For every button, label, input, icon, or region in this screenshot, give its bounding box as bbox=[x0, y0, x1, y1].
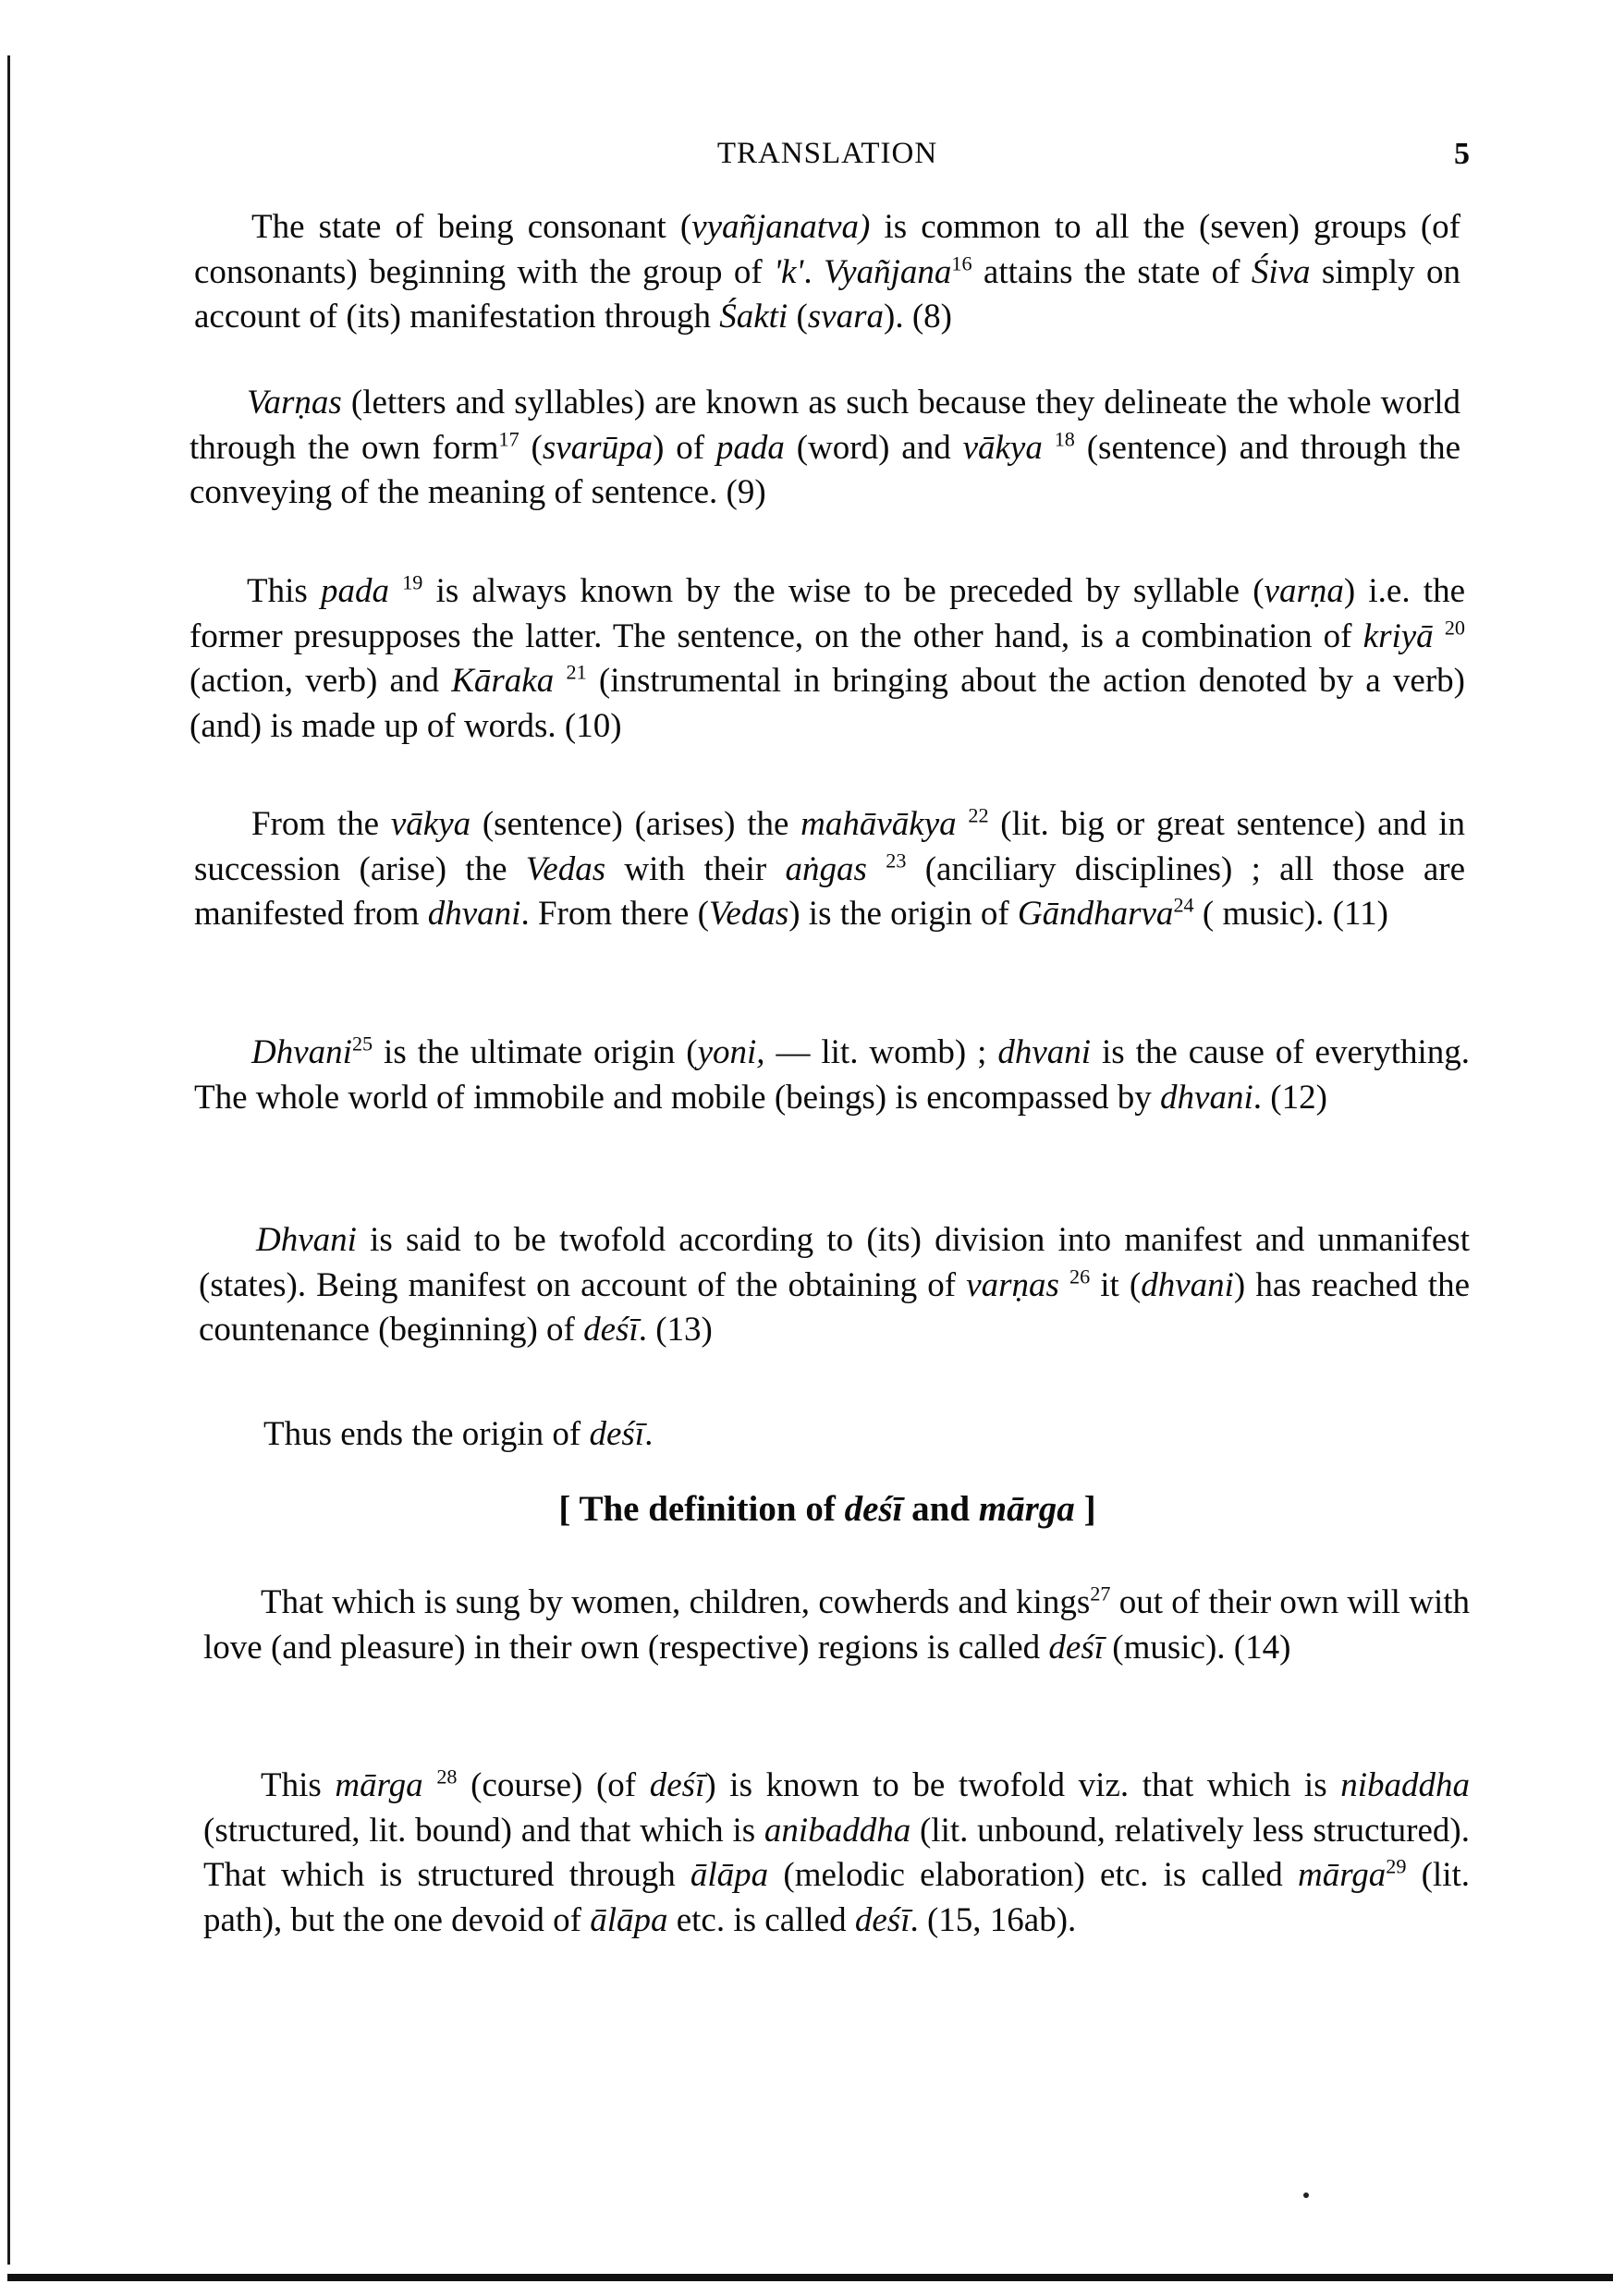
italic-term: deśī bbox=[649, 1766, 705, 1804]
italic-term: pada bbox=[715, 428, 785, 467]
text-run: ) is known to be twofold viz. that which is bbox=[704, 1766, 1341, 1804]
paragraph-text bbox=[194, 802, 1465, 937]
text-run: is said to be twofold according to (its) division into manifest and unmanifest (states). Being manifest on account of the obtaining of bbox=[199, 1221, 1470, 1304]
text-run: is the cause of everything. The whole world of immobile and mobile (beings) is encompassed by bbox=[194, 1033, 1471, 1117]
text-run: ) of bbox=[653, 428, 716, 467]
italic-term: vyañjanatva) bbox=[691, 208, 871, 246]
text-run: is always known by the wise to be preceded by syllable ( bbox=[422, 572, 1265, 610]
footnote-marker: 24 bbox=[1173, 893, 1194, 917]
text-run bbox=[1059, 1266, 1069, 1304]
text-run: ( bbox=[788, 298, 808, 336]
text-run: ) is the origin of bbox=[788, 895, 1018, 933]
paragraph-text bbox=[194, 205, 1460, 340]
italic-term: Varṇas bbox=[247, 384, 342, 421]
text-run: (lit. big or great sentence) and in succession (arise) the bbox=[194, 805, 1465, 888]
text-run: attains the state of bbox=[971, 252, 1252, 291]
paragraph-11 bbox=[194, 802, 1465, 937]
text-run bbox=[423, 1766, 437, 1804]
paragraph-13 bbox=[199, 1218, 1470, 1353]
text-run: ( bbox=[519, 428, 543, 467]
text-run: simply on account of (its) manifestation through bbox=[194, 252, 1460, 336]
text-run: out of their own will with love (and pleasure) in their own (respective) regions is called bbox=[203, 1583, 1471, 1667]
italic-term: varṇa bbox=[1264, 572, 1344, 610]
text-run: (course) (of bbox=[457, 1766, 650, 1804]
text-run: ) i.e. the former presupposes the latter. The sentence, on the other hand, is a combination of bbox=[189, 572, 1465, 655]
footnote-marker: 25 bbox=[351, 1032, 373, 1056]
italic-term: deśī bbox=[1048, 1628, 1104, 1667]
heading-mid: and bbox=[902, 1489, 979, 1529]
italic-term: ālāpa bbox=[590, 1900, 668, 1939]
italic-term: aṅgas bbox=[785, 849, 867, 888]
italic-term: Dhvani bbox=[251, 1033, 352, 1071]
paragraph-8 bbox=[194, 205, 1460, 340]
footnote-marker: 16 bbox=[951, 251, 972, 275]
scan-bottom-border bbox=[7, 2274, 1613, 2281]
italic-term: vākya bbox=[390, 805, 471, 843]
text-run bbox=[867, 850, 886, 888]
text-run: ) has reached the countenance (beginning) of bbox=[199, 1265, 1470, 1349]
footnote-marker: 20 bbox=[1444, 616, 1466, 640]
text-run: (word) and bbox=[784, 428, 963, 467]
heading-term-marga: mārga bbox=[978, 1489, 1075, 1529]
text-run: it ( bbox=[1090, 1265, 1142, 1304]
text-run: (structured, lit. bound) and that which is bbox=[203, 1811, 764, 1850]
paragraph-12 bbox=[194, 1031, 1470, 1120]
italic-term: svara bbox=[807, 298, 885, 336]
text-run: From the bbox=[251, 805, 391, 843]
paragraph-text bbox=[189, 569, 1465, 749]
italic-term: kriyā bbox=[1362, 617, 1434, 655]
scan-speck bbox=[1303, 2192, 1309, 2198]
footnote-marker: 18 bbox=[1054, 427, 1075, 451]
text-run: (lit. unbound, relatively less structured). That which is structured through bbox=[203, 1811, 1471, 1894]
footnote-marker: 29 bbox=[1386, 1854, 1407, 1878]
text-run: (lit. path), but the one devoid of bbox=[203, 1856, 1471, 1939]
footnote-marker: 28 bbox=[436, 1765, 458, 1789]
text-run: . bbox=[803, 252, 824, 291]
italic-term: varṇas bbox=[966, 1265, 1059, 1304]
italic-term: mārga bbox=[335, 1766, 423, 1804]
heading-term-desi: deśī bbox=[844, 1489, 903, 1529]
thus-ends-text: Thus ends the origin of bbox=[263, 1415, 590, 1453]
page-header bbox=[185, 137, 1470, 183]
italic-term: dhvani bbox=[997, 1033, 1092, 1071]
text-run: . (15, 16ab). bbox=[910, 1900, 1077, 1939]
text-run: (letters and syllables) are known as such because they delineate the whole world through the own form bbox=[189, 384, 1460, 467]
italic-term: svarūpa bbox=[542, 428, 654, 467]
text-run: This bbox=[261, 1766, 336, 1804]
italic-term: vākya bbox=[962, 428, 1043, 467]
italic-term: Śiva bbox=[1251, 252, 1311, 291]
text-run: (sentence) (arises) the bbox=[470, 805, 801, 843]
text-run: (sentence) and through the conveying of the meaning of sentence. (9) bbox=[189, 428, 1460, 511]
heading-open: [ The definition of bbox=[558, 1489, 845, 1529]
text-run: The state of being consonant ( bbox=[251, 208, 692, 246]
running-title: TRANSLATION bbox=[716, 137, 938, 170]
thus-ends-end: . bbox=[644, 1415, 654, 1453]
text-run bbox=[389, 572, 402, 610]
italic-term: pada bbox=[320, 572, 389, 610]
paragraph-10 bbox=[189, 569, 1465, 749]
thus-ends-term: deśī bbox=[589, 1415, 645, 1453]
text-run: . (13) bbox=[638, 1311, 713, 1349]
heading-close: ] bbox=[1074, 1489, 1096, 1529]
italic-term: mārga bbox=[1297, 1856, 1387, 1894]
text-run bbox=[1043, 429, 1055, 467]
footnote-marker: 17 bbox=[498, 427, 519, 451]
italic-term: dhvani bbox=[1141, 1265, 1234, 1304]
page-number: 5 bbox=[1454, 137, 1470, 171]
text-run: That which is sung by women, children, cowherds and kings bbox=[261, 1583, 1091, 1621]
italic-term: dhvani bbox=[1160, 1078, 1253, 1117]
text-run bbox=[1434, 617, 1445, 655]
italic-term: yoni, bbox=[697, 1033, 765, 1071]
italic-term: Vedas bbox=[525, 849, 606, 888]
section-heading bbox=[185, 1488, 1470, 1530]
text-run: ). (8) bbox=[884, 298, 952, 336]
text-run: (anciliary disciplines) ; all those are manifested from bbox=[194, 849, 1465, 933]
text-run: — lit. womb) ; bbox=[764, 1033, 998, 1071]
italic-term: anibaddha bbox=[764, 1811, 911, 1850]
paragraph-text bbox=[203, 1764, 1470, 1943]
text-run: with their bbox=[605, 849, 786, 888]
text-run: . From there ( bbox=[520, 895, 709, 933]
italic-term: deśī bbox=[583, 1311, 639, 1349]
paragraph-14 bbox=[203, 1581, 1470, 1670]
paragraph-text bbox=[199, 1218, 1470, 1353]
paragraph-text bbox=[203, 1581, 1470, 1670]
footnote-marker: 21 bbox=[566, 660, 587, 684]
scan-left-border bbox=[7, 55, 10, 2265]
italic-term: dhvani bbox=[427, 895, 521, 933]
text-run: This bbox=[247, 572, 321, 610]
italic-term: mahāvākya bbox=[800, 805, 957, 843]
italic-term: deśī bbox=[854, 1900, 910, 1939]
italic-term: Gāndharva bbox=[1017, 895, 1174, 933]
italic-term: ālāpa bbox=[690, 1856, 769, 1894]
footnote-marker: 23 bbox=[886, 849, 907, 873]
text-run bbox=[957, 805, 969, 843]
footnote-marker: 19 bbox=[402, 570, 423, 594]
footnote-marker: 22 bbox=[968, 803, 989, 827]
text-run: (melodic elaboration) etc. is called bbox=[768, 1856, 1298, 1894]
footnote-marker: 26 bbox=[1069, 1264, 1091, 1288]
italic-term: Kāraka bbox=[451, 662, 555, 700]
text-run: is common to all the (seven) groups (of consonants) beginning with the group of bbox=[194, 208, 1460, 291]
text-run: is the ultimate origin ( bbox=[373, 1033, 698, 1071]
text-run: (action, verb) and bbox=[189, 662, 452, 700]
text-run: (music). (14) bbox=[1104, 1628, 1291, 1667]
italic-term: Vedas bbox=[708, 895, 789, 933]
paragraph-text bbox=[189, 381, 1460, 516]
text-run: (instrumental in bringing about the action denoted by a verb) (and) is made up of words. (10) bbox=[189, 662, 1466, 745]
paragraph-text bbox=[194, 1031, 1470, 1120]
italic-term: Dhvani bbox=[256, 1221, 357, 1259]
italic-term: Vyañjana bbox=[823, 252, 952, 291]
paragraph-9 bbox=[189, 381, 1460, 516]
text-run: . (12) bbox=[1253, 1078, 1327, 1117]
paragraph-15 bbox=[203, 1764, 1470, 1943]
italic-term: nibaddha bbox=[1340, 1766, 1471, 1804]
italic-term: 'k' bbox=[774, 252, 804, 291]
text-run: etc. is called bbox=[667, 1900, 855, 1939]
footnote-marker: 27 bbox=[1090, 1582, 1111, 1606]
text-run bbox=[554, 662, 566, 700]
italic-term: Śakti bbox=[719, 298, 788, 336]
thus-ends-line bbox=[263, 1414, 653, 1454]
text-run: ( music). (11) bbox=[1193, 895, 1388, 933]
